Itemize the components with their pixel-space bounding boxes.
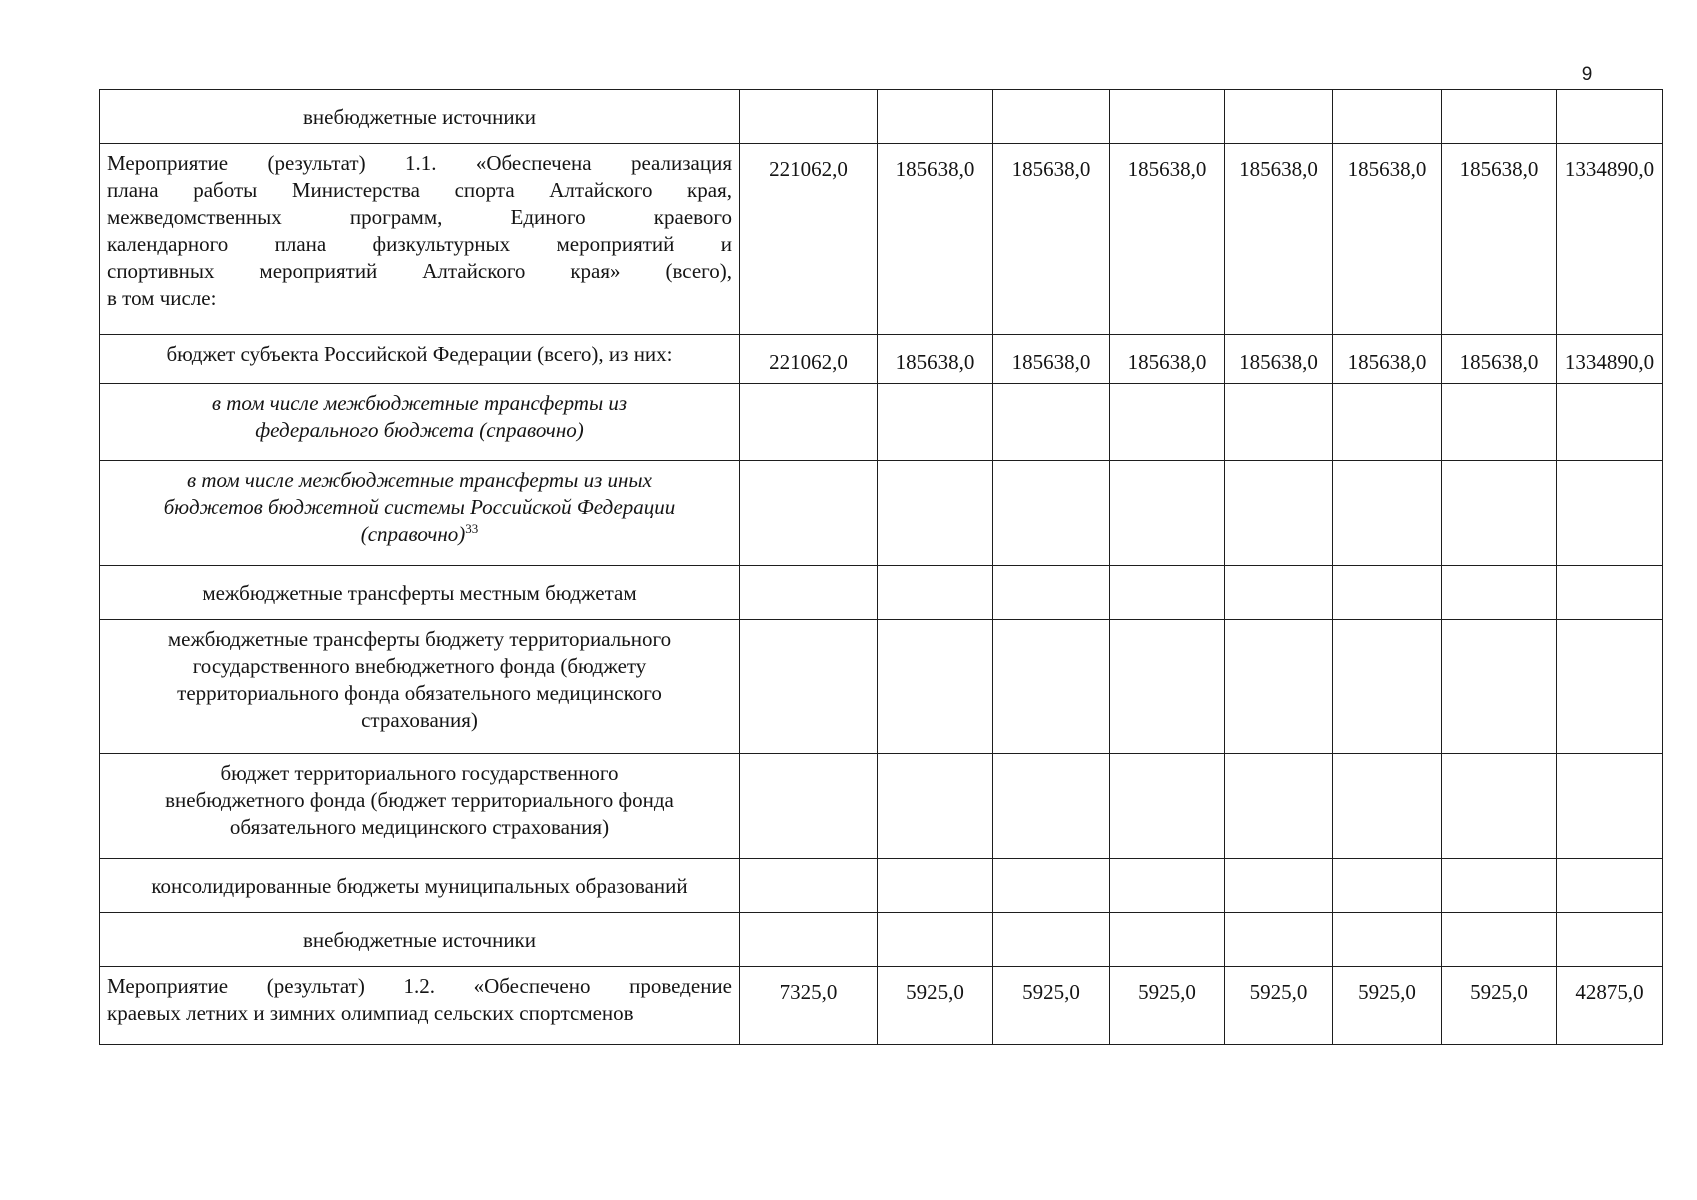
value-cell: [1225, 620, 1333, 754]
row-label-line: в том числе межбюджетные трансферты из: [211, 391, 628, 415]
value-cell: [1557, 620, 1663, 754]
row-label: [100, 754, 740, 859]
value-cell: [740, 620, 878, 754]
value-cell: [740, 913, 878, 967]
row-label-line: обязательного медицинского страхования): [229, 815, 610, 839]
value-cell: 5925,0: [1333, 967, 1442, 1045]
row-label-line: бюджет субъекта Российской Федерации (всего), из них:: [166, 342, 673, 366]
value-cell: [1110, 859, 1225, 913]
table-row: [100, 913, 1663, 967]
value-cell: [993, 384, 1110, 461]
value-cell: 185638,0: [993, 144, 1110, 335]
value-cell: 1334890,0: [1557, 144, 1663, 335]
value-cell: [1225, 384, 1333, 461]
value-cell: 5925,0: [878, 967, 993, 1045]
row-label-line: плана работы Министерства спорта Алтайского края,: [107, 178, 732, 202]
value-cell: [1442, 384, 1557, 461]
value-cell: [1333, 754, 1442, 859]
table-row: [100, 144, 1663, 335]
table-row: [100, 90, 1663, 144]
value-cell: 185638,0: [1110, 144, 1225, 335]
value-cell: [740, 754, 878, 859]
value-cell: [740, 566, 878, 620]
table-row: [100, 335, 1663, 384]
value-cell: [1442, 566, 1557, 620]
value-cell: [1557, 754, 1663, 859]
row-label-line: Мероприятие (результат) 1.1. «Обеспечена реализация: [107, 151, 732, 175]
value-cell: [1110, 620, 1225, 754]
row-label-line: государственного внебюджетного фонда (бюджету: [192, 654, 647, 678]
value-cell: [993, 461, 1110, 566]
value-cell: [878, 90, 993, 144]
value-cell: [1110, 913, 1225, 967]
value-cell: 5925,0: [1110, 967, 1225, 1045]
value-cell: 221062,0: [740, 335, 878, 384]
value-cell: 185638,0: [1333, 144, 1442, 335]
value-cell: [1442, 461, 1557, 566]
value-cell: [878, 859, 993, 913]
table-body: [100, 90, 1663, 1045]
row-label: [100, 335, 740, 384]
value-cell: 185638,0: [878, 144, 993, 335]
value-cell: [993, 566, 1110, 620]
row-label-line: межбюджетные трансферты местным бюджетам: [202, 581, 637, 605]
table-row: [100, 620, 1663, 754]
value-cell: [993, 90, 1110, 144]
value-cell: 185638,0: [1442, 144, 1557, 335]
value-cell: [1225, 754, 1333, 859]
row-label-line: в том числе:: [107, 286, 217, 310]
row-label-line: страхования): [361, 708, 478, 732]
row-label-line: федерального бюджета (справочно): [255, 418, 584, 442]
value-cell: [1557, 859, 1663, 913]
row-label-line: консолидированные бюджеты муниципальных образований: [151, 874, 688, 898]
value-cell: [878, 913, 993, 967]
value-cell: [993, 620, 1110, 754]
row-label-line: бюджет территориального государственного: [220, 761, 619, 785]
value-cell: 5925,0: [1225, 967, 1333, 1045]
value-cell: 7325,0: [740, 967, 878, 1045]
value-cell: [740, 384, 878, 461]
row-label-line: внебюджетные источники: [302, 105, 536, 129]
value-cell: [1333, 859, 1442, 913]
row-label: [100, 384, 740, 461]
value-cell: [1110, 566, 1225, 620]
row-label-line: в том числе межбюджетные трансферты из иных: [187, 468, 652, 492]
value-cell: [1110, 384, 1225, 461]
row-label: [100, 913, 740, 967]
row-label-line: Мероприятие (результат) 1.2. «Обеспечено проведение: [107, 974, 732, 998]
value-cell: [1333, 566, 1442, 620]
value-cell: [1225, 566, 1333, 620]
value-cell: [1557, 384, 1663, 461]
row-label-line: (справочно)$^{33}$: [360, 521, 479, 546]
value-cell: [1557, 913, 1663, 967]
row-label: [100, 90, 740, 144]
value-cell: [1225, 913, 1333, 967]
value-cell: 185638,0: [878, 335, 993, 384]
value-cell: [1557, 461, 1663, 566]
value-cell: [1333, 913, 1442, 967]
value-cell: [878, 384, 993, 461]
row-label-line: бюджетов бюджетной системы Российской Федерации: [163, 495, 676, 519]
row-label: [100, 967, 740, 1045]
value-cell: [1225, 859, 1333, 913]
footnote-ref: 33: [465, 521, 479, 536]
value-cell: [740, 90, 878, 144]
value-cell: [1110, 90, 1225, 144]
value-cell: [993, 754, 1110, 859]
value-cell: [1225, 461, 1333, 566]
value-cell: [993, 859, 1110, 913]
table-row: [100, 566, 1663, 620]
value-cell: 185638,0: [1333, 335, 1442, 384]
value-cell: [1110, 754, 1225, 859]
value-cell: [878, 461, 993, 566]
row-label: [100, 461, 740, 566]
value-cell: [1333, 620, 1442, 754]
row-label-line: краевых летних и зимних олимпиад сельских спортсменов: [107, 1001, 634, 1025]
row-label-line: спортивных мероприятий Алтайского края» (всего),: [107, 259, 732, 283]
value-cell: 185638,0: [1225, 335, 1333, 384]
row-label: [100, 144, 740, 335]
row-label-line: календарного плана физкультурных мероприятий и: [107, 232, 732, 256]
value-cell: 42875,0: [1557, 967, 1663, 1045]
row-label-line: межведомственных программ, Единого краевого: [107, 205, 732, 229]
row-label-line: внебюджетного фонда (бюджет территориального фонда: [165, 788, 674, 812]
value-cell: [878, 566, 993, 620]
value-cell: [1442, 620, 1557, 754]
value-cell: [878, 754, 993, 859]
value-cell: 185638,0: [1442, 335, 1557, 384]
value-cell: [1110, 461, 1225, 566]
value-cell: [1333, 90, 1442, 144]
table-row: [100, 859, 1663, 913]
value-cell: [1442, 859, 1557, 913]
page-number: 9: [1581, 64, 1593, 85]
table-row: [100, 754, 1663, 859]
value-cell: [1557, 90, 1663, 144]
value-cell: [993, 913, 1110, 967]
row-label: [100, 566, 740, 620]
value-cell: [1333, 461, 1442, 566]
value-cell: [740, 461, 878, 566]
value-cell: [1442, 90, 1557, 144]
value-cell: 5925,0: [1442, 967, 1557, 1045]
row-label-line: внебюджетные источники: [302, 928, 536, 952]
value-cell: 5925,0: [993, 967, 1110, 1045]
value-cell: [1442, 754, 1557, 859]
value-cell: [1333, 384, 1442, 461]
row-label: [100, 859, 740, 913]
table-row: [100, 384, 1663, 461]
value-cell: 185638,0: [1225, 144, 1333, 335]
table-row: [100, 967, 1663, 1045]
value-cell: [1442, 913, 1557, 967]
value-cell: 1334890,0: [1557, 335, 1663, 384]
budget-table: [99, 89, 1663, 1045]
value-cell: 221062,0: [740, 144, 878, 335]
row-label-line: межбюджетные трансферты бюджету территориального: [167, 627, 672, 651]
value-cell: 185638,0: [1110, 335, 1225, 384]
value-cell: [1557, 566, 1663, 620]
value-cell: [878, 620, 993, 754]
value-cell: [1225, 90, 1333, 144]
table-row: [100, 461, 1663, 566]
row-label-line: территориального фонда обязательного медицинского: [177, 681, 662, 705]
value-cell: [740, 859, 878, 913]
row-label: [100, 620, 740, 754]
value-cell: 185638,0: [993, 335, 1110, 384]
